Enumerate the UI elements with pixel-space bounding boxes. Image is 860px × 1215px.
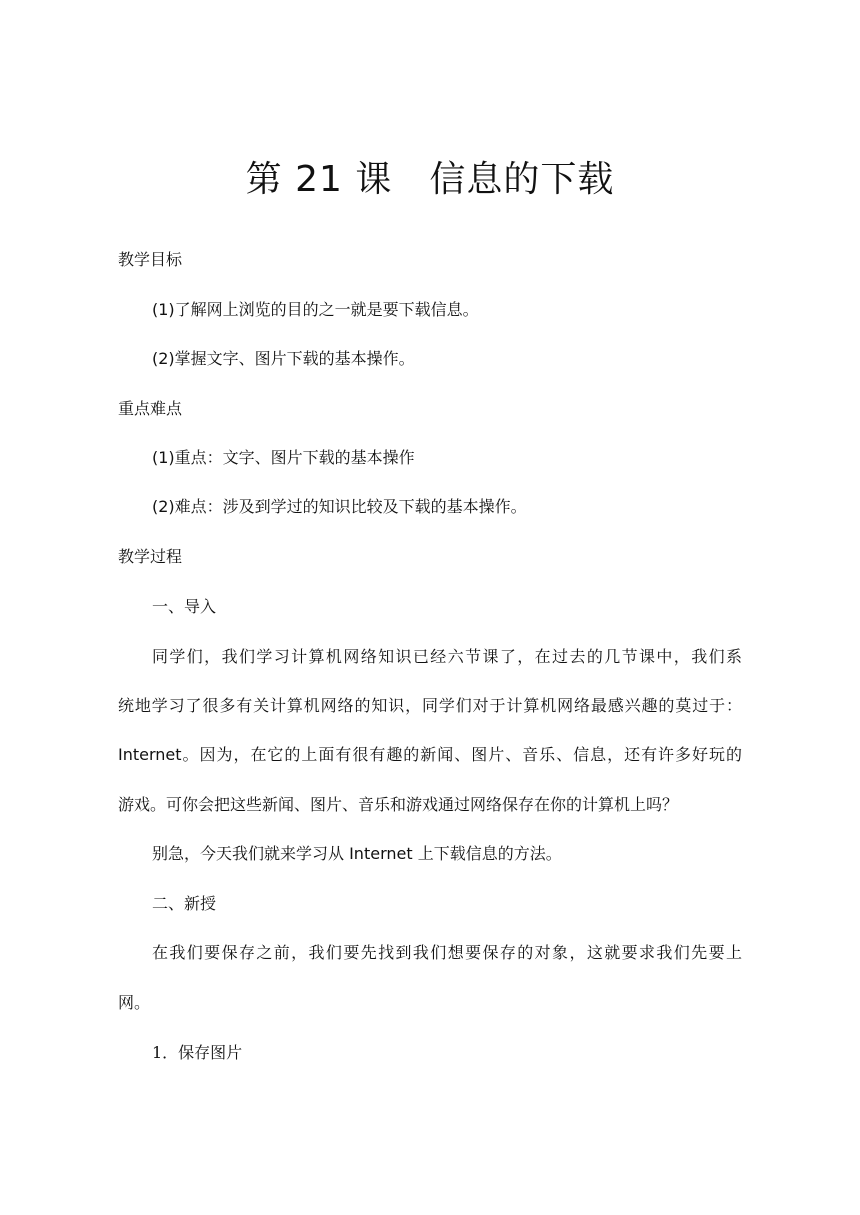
process-heading: 教学过程 — [118, 547, 183, 566]
new-lesson-heading: 二、新授 — [152, 894, 217, 913]
intro-paragraph-line-2: 统地学习了很多有关计算机网络的知识，同学们对于计算机网络最感兴趣的莫过于： — [118, 696, 742, 715]
objectives-heading: 教学目标 — [118, 250, 183, 269]
key-point-item-2: (2)难点：涉及到学过的知识比较及下载的基本操作。 — [152, 497, 527, 516]
objective-item-2: (2)掌握文字、图片下载的基本操作。 — [152, 349, 415, 368]
intro-paragraph-line-3: Internet。因为，在它的上面有很有趣的新闻、图片、音乐、信息，还有许多好玩的 — [118, 745, 742, 764]
intro-heading: 一、导入 — [152, 597, 217, 616]
intro-paragraph-line-4: 游戏。可你会把这些新闻、图片、音乐和游戏通过网络保存在你的计算机上吗？ — [118, 795, 679, 814]
new-lesson-paragraph-line-1: 在我们要保存之前，我们要先找到我们想要保存的对象，这就要求我们先要上 — [152, 943, 742, 962]
lesson-title: 第 21 课 信息的下载 — [245, 159, 615, 200]
objective-item-1: (1)了解网上浏览的目的之一就是要下载信息。 — [152, 300, 479, 319]
key-point-item-1: (1)重点：文字、图片下载的基本操作 — [152, 448, 415, 467]
save-images-subheading: 1．保存图片 — [152, 1043, 243, 1062]
key-points-heading: 重点难点 — [118, 399, 183, 418]
intro-paragraph-2: 别急，今天我们就来学习从 Internet 上下载信息的方法。 — [152, 844, 562, 863]
intro-paragraph-line-1: 同学们，我们学习计算机网络知识已经六节课了，在过去的几节课中，我们系 — [152, 647, 742, 666]
new-lesson-paragraph-line-2: 网。 — [118, 993, 151, 1012]
